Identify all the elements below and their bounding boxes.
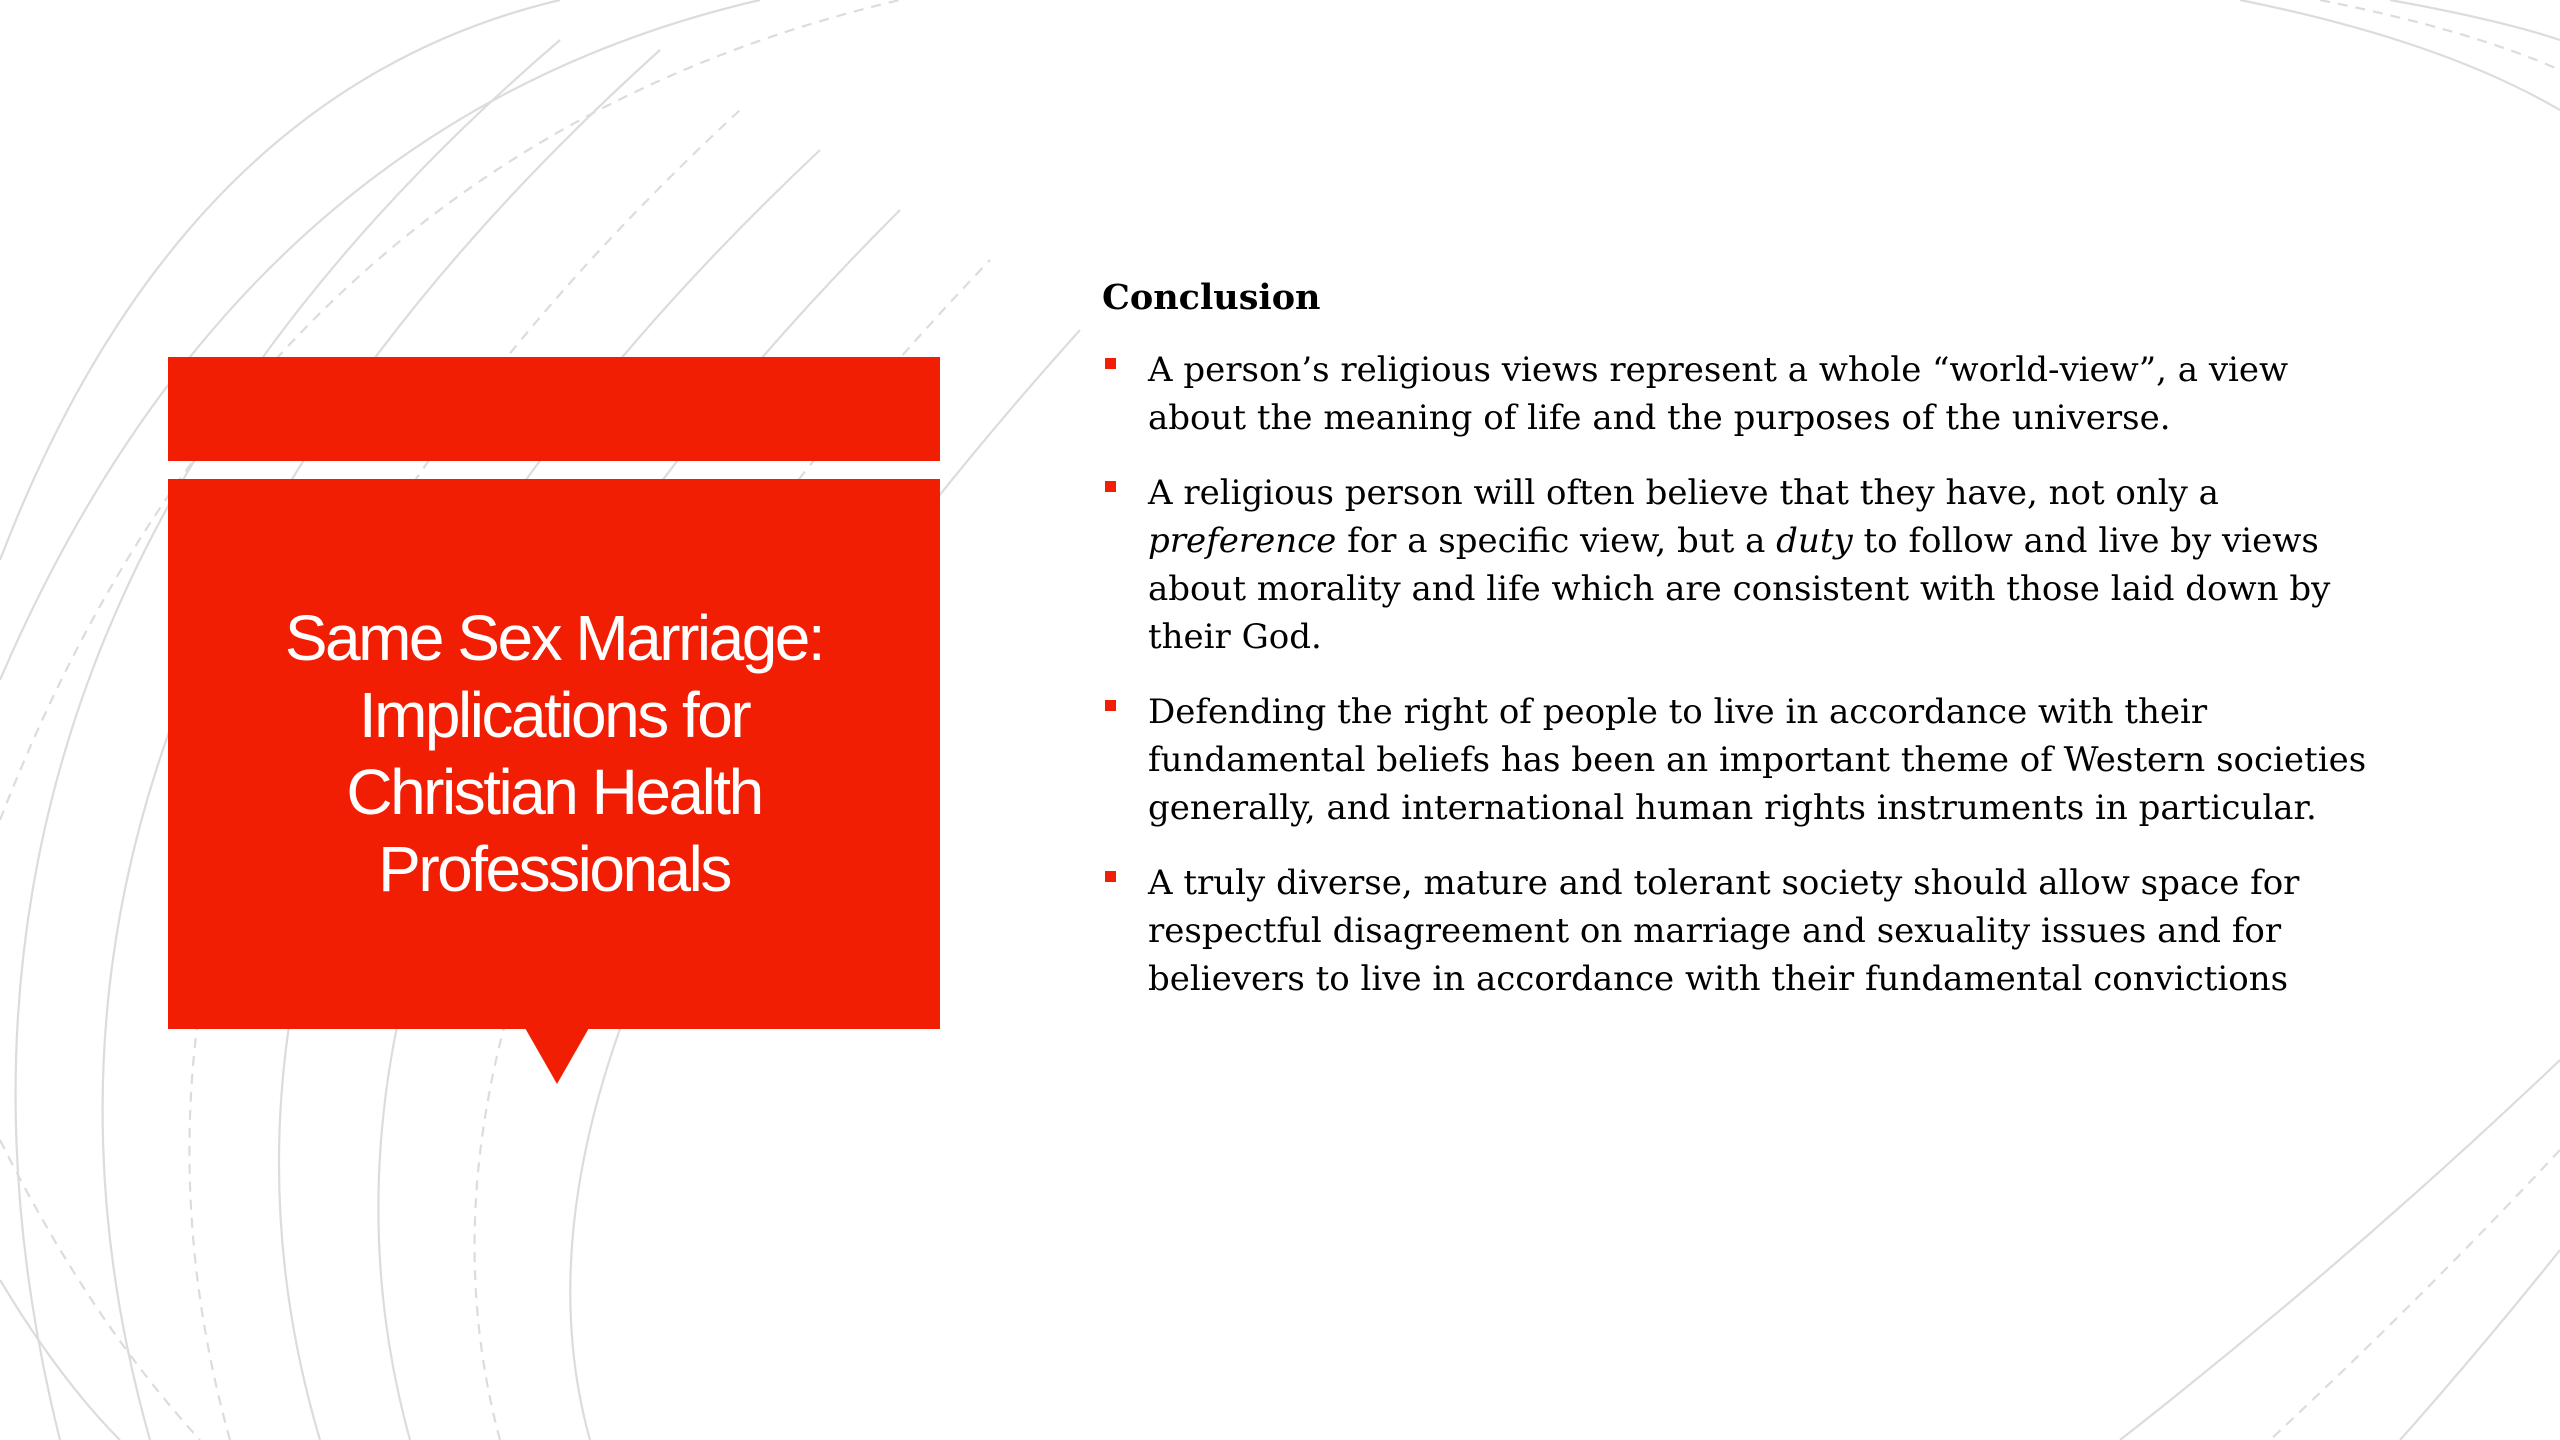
title-panel bbox=[168, 479, 940, 1029]
accent-bar bbox=[168, 357, 940, 461]
bullet-text: for a specific view, but a bbox=[1336, 521, 1777, 561]
bullet-emphasis: duty bbox=[1776, 521, 1853, 561]
square-bullet-icon bbox=[1105, 481, 1116, 492]
square-bullet-icon bbox=[1105, 358, 1116, 369]
bullet-text: A religious person will often believe that they have, not only a bbox=[1148, 473, 2219, 513]
bullet-emphasis: preference bbox=[1148, 521, 1337, 561]
content-area bbox=[1102, 270, 2392, 1030]
section-heading: Conclusion bbox=[1102, 277, 1321, 318]
square-bullet-icon bbox=[1105, 700, 1116, 711]
bullet-item bbox=[1102, 469, 2392, 661]
bullet-text: to follow and live by views about morality and life which are consistent with those laid down by their God. bbox=[1148, 521, 2331, 657]
bullet-text: Defending the right of people to live in accordance with their fundamental beliefs has been an important theme of Western societies generally, and international human rights instruments in particular. bbox=[1148, 692, 2367, 828]
bullet-list bbox=[1102, 346, 2392, 1003]
title-panel-pointer bbox=[525, 1028, 589, 1084]
bullet-item bbox=[1102, 346, 2392, 442]
bullet-text: A truly diverse, mature and tolerant society should allow space for respectful disagreement on marriage and sexuality issues and for believers to live in accordance with their fundamental convictions bbox=[1148, 863, 2300, 999]
bullet-item bbox=[1102, 688, 2392, 832]
slide-title: Same Sex Marriage: Implications for Christian Health Professionals bbox=[284, 602, 824, 905]
square-bullet-icon bbox=[1105, 871, 1116, 882]
bullet-item bbox=[1102, 859, 2392, 1003]
bullet-text: A person’s religious views represent a whole “world-view”, a view about the meaning of life and the purposes of the universe. bbox=[1148, 350, 2289, 438]
